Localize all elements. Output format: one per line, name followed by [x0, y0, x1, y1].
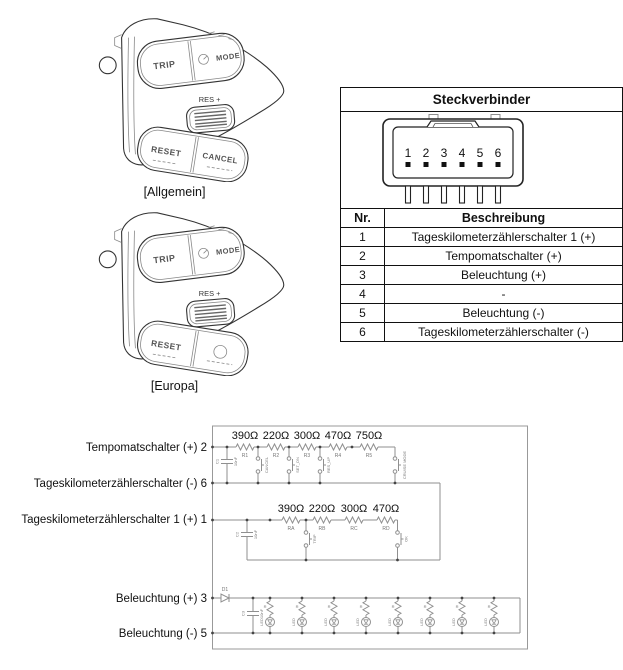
screw-boss-icon — [99, 251, 116, 268]
resistor-value: 220Ω — [262, 430, 290, 442]
pin-nr: 4 — [341, 285, 385, 304]
resistor-r1 — [236, 444, 254, 450]
res-plus-label: RES + — [198, 288, 221, 298]
rocker-switch — [186, 104, 236, 134]
resistor-value: 750Ω — [355, 430, 383, 442]
screw-boss-icon — [99, 57, 116, 74]
figure-caption-europa: [Europa] — [150, 379, 199, 393]
pin-description: Tageskilometerzählerschalter 1 (+) — [385, 228, 623, 247]
trip-circuit — [211, 503, 440, 561]
pod-notch — [115, 229, 122, 243]
switch-set-dn — [287, 447, 300, 483]
resistor-ref: R — [327, 604, 331, 609]
row2-resistor-refs — [288, 526, 390, 532]
row2-resistor-values — [278, 503, 400, 515]
led-branch — [451, 597, 467, 635]
led-branch — [419, 597, 435, 635]
led-icon — [266, 618, 275, 627]
figure-caption-allgemein: [Allgemein] — [143, 185, 206, 199]
diode-d1 — [221, 587, 229, 602]
resistor-r5 — [360, 444, 378, 450]
pin-description: - — [385, 285, 623, 304]
led-icon — [490, 618, 499, 627]
resistor-value: 390Ω — [277, 503, 305, 515]
junction-dots — [211, 446, 396, 485]
led-ref: LED — [451, 618, 456, 626]
switch-trip — [304, 520, 317, 560]
bottom-button-bezel — [135, 318, 251, 376]
resistor-r3 — [298, 444, 316, 450]
connector-table — [341, 209, 622, 341]
led-resistor — [267, 601, 273, 615]
led-icon — [298, 618, 307, 627]
cap-value: 10nF — [253, 529, 258, 540]
resistor-ref: R5 — [365, 453, 373, 459]
cap-value: 10nF — [259, 608, 264, 619]
col-header-beschreibung: Beschreibung — [385, 209, 623, 228]
capacitor-c1 — [215, 447, 239, 483]
resistor-value: 220Ω — [308, 503, 336, 515]
resistor-ref: RA — [287, 526, 295, 532]
resistor-rd — [377, 517, 395, 523]
mode-button-label: MODE — [215, 244, 241, 257]
pin-description: Beleuchtung (-) — [385, 304, 623, 323]
bottom-button-bezel — [135, 124, 251, 182]
cap-ref: C2 — [234, 531, 240, 538]
connector-legs — [406, 186, 501, 203]
resistor-ref: R — [359, 604, 363, 609]
switch-label: SET_DN — [295, 457, 300, 473]
resistor-value: 470Ω — [324, 430, 352, 442]
switch-ok — [396, 520, 409, 560]
cap-ref: C1 — [214, 458, 220, 465]
led-ref: LED — [387, 618, 392, 626]
connector-title: Steckverbinder — [341, 88, 622, 112]
pin-number: 5 — [476, 146, 484, 160]
trip-button-label: TRIP — [152, 58, 177, 72]
resistor-r2 — [267, 444, 285, 450]
resistor-ref: R — [487, 604, 491, 609]
resistor-ref: RB — [318, 526, 326, 532]
connector-panel — [340, 87, 623, 342]
col-header-nr: Nr. — [341, 209, 385, 228]
table-header-row — [341, 209, 622, 228]
res-plus-label: RES + — [198, 94, 221, 104]
led-branch — [355, 597, 371, 635]
cap-value: 10nF — [233, 456, 238, 467]
led-icon — [426, 618, 435, 627]
pin-number: 6 — [494, 146, 502, 160]
led-icon — [362, 618, 371, 627]
resistor-ref: R — [423, 604, 427, 609]
reset-button-label: RESET — [150, 143, 183, 159]
switch-label: CANCEL — [264, 456, 269, 474]
pin-nr: 5 — [341, 304, 385, 323]
reset-button-label: RESET — [150, 337, 183, 353]
circuit-pin-labels — [21, 442, 207, 640]
figure-europa — [57, 198, 292, 393]
led-branch — [291, 597, 307, 635]
led-ref: LED — [419, 618, 424, 626]
led-branch — [323, 597, 339, 635]
connector-drawing — [341, 112, 622, 209]
resistor-ra — [282, 517, 300, 523]
pin-nr: 3 — [341, 266, 385, 285]
pin-description: Beleuchtung (+) — [385, 266, 623, 285]
label-pin2: Tempomatschalter (+) 2 — [85, 442, 207, 454]
rocker-switch — [186, 298, 236, 328]
pin-number: 1 — [404, 146, 412, 160]
steering-switch-drawing-allgemein — [57, 4, 292, 182]
led-icon — [394, 618, 403, 627]
switch-label: RES_UP — [326, 456, 331, 474]
illumination-circuit — [211, 587, 520, 634]
table-row — [341, 266, 622, 285]
pin-number: 3 — [440, 146, 448, 160]
led-branch — [387, 597, 403, 635]
junction-dots — [211, 519, 399, 562]
pin-nr: 2 — [341, 247, 385, 266]
table-row — [341, 228, 622, 247]
resistor-value: 300Ω — [340, 503, 368, 515]
trip-button-label: TRIP — [152, 252, 177, 266]
resistor-ref: R3 — [303, 453, 311, 459]
resistor-ref: RC — [350, 526, 358, 532]
resistor-value: 390Ω — [231, 430, 259, 442]
label-pin5: Beleuchtung (-) 5 — [118, 628, 207, 640]
led-ref: LED — [323, 618, 328, 626]
row1-resistor-refs — [242, 453, 373, 459]
table-row — [341, 285, 622, 304]
resistor-rc — [345, 517, 363, 523]
pin-nr: 6 — [341, 323, 385, 342]
led-ref: LED — [483, 618, 488, 626]
led-ref: LED — [259, 618, 264, 626]
switch-label: CRUISE MODE — [402, 450, 407, 480]
resistor-value: 470Ω — [372, 503, 400, 515]
resistor-r4 — [329, 444, 347, 450]
row1-resistor-values — [232, 430, 383, 442]
pin-number: 2 — [422, 146, 430, 160]
resistor-ref: R — [263, 604, 267, 609]
switch-res-up — [318, 447, 331, 483]
switch-label: OK — [403, 536, 409, 542]
pin-number: 4 — [458, 146, 466, 160]
table-row — [341, 304, 622, 323]
resistor-rb — [313, 517, 331, 523]
resistor-ref: R — [295, 604, 299, 609]
label-pin1: Tageskilometerzählerschalter 1 (+) 1 — [21, 514, 207, 526]
pin-description: Tempomatschalter (+) — [385, 247, 623, 266]
table-row — [341, 323, 622, 342]
capacitor-c2 — [235, 520, 259, 560]
led-branch — [483, 597, 499, 635]
led-icon — [330, 618, 339, 627]
resistor-ref: R — [391, 604, 395, 609]
resistor-ref: RD — [382, 526, 390, 532]
resistor-ref: R4 — [334, 453, 342, 459]
resistor-ref: R — [455, 604, 459, 609]
led-ref: LED — [291, 618, 296, 626]
connector-6pin-drawing — [341, 112, 622, 208]
figure-allgemein — [57, 4, 292, 199]
resistor-value: 300Ω — [293, 430, 321, 442]
led-ref: LED — [355, 618, 360, 626]
pin-description: Tageskilometerzählerschalter (-) — [385, 323, 623, 342]
cap-ref: C3 — [240, 610, 246, 617]
label-pin3: Beleuchtung (+) 3 — [115, 593, 207, 605]
circuit-diagram — [0, 420, 623, 670]
pin-nr: 1 — [341, 228, 385, 247]
label-pin6: Tageskilometerzählerschalter (-) 6 — [33, 478, 207, 490]
led-branches — [259, 597, 499, 635]
mode-button-label: MODE — [215, 50, 241, 63]
resistor-ref: R2 — [272, 453, 280, 459]
switch-label: TRIP — [312, 534, 317, 544]
switch-cancel — [256, 447, 269, 483]
led-icon — [458, 618, 467, 627]
cancel-button-label: CANCEL — [201, 151, 239, 166]
table-row — [341, 247, 622, 266]
capacitor-c3 — [241, 598, 265, 633]
steering-switch-drawing-europa — [57, 198, 292, 376]
resistor-ref: R1 — [241, 453, 249, 459]
pod-notch — [115, 35, 122, 49]
diode-ref: D1 — [221, 587, 229, 593]
switch-cruise-mode — [393, 447, 407, 483]
